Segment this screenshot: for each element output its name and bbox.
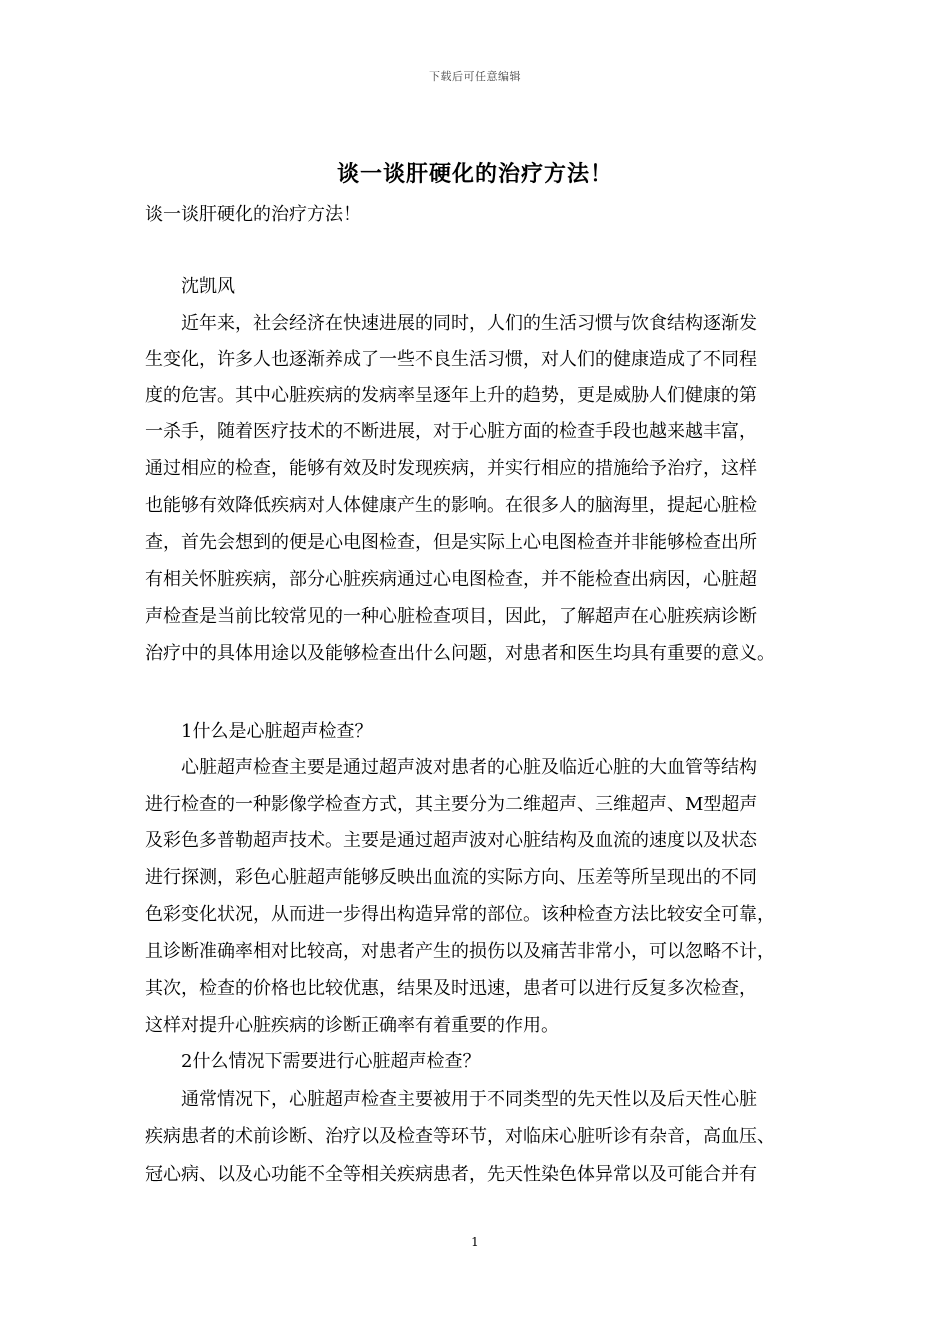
paragraph-line: 疾病患者的术前诊断、治疗以及检查等环节，对临床心脏听诊有杂音，高血压、 <box>145 1126 775 1147</box>
paragraph-line: 这样对提升心脏疾病的诊断正确率有着重要的作用。 <box>145 1015 559 1036</box>
page-number: 1 <box>471 1235 479 1249</box>
paragraph-line: 生变化，许多人也逐渐养成了一些不良生活习惯，对人们的健康造成了不同程 <box>145 349 757 370</box>
paragraph-line: 色彩变化状况，从而进一步得出构造异常的部位。该种检查方法比较安全可靠， <box>145 904 775 925</box>
paragraph-line: 及彩色多普勒超声技术。主要是通过超声波对心脏结构及血流的速度以及状态 <box>145 830 757 851</box>
paragraph-line: 进行探测，彩色心脏超声能够反映出血流的实际方向、压差等所呈现出的不同 <box>145 867 757 888</box>
paragraph-line: 度的危害。其中心脏疾病的发病率呈逐年上升的趋势，更是威胁人们健康的第 <box>145 385 757 406</box>
paragraph-line: 通过相应的检查，能够有效及时发现疾病，并实行相应的措施给予治疗，这样 <box>145 458 757 479</box>
paragraph-line: 心脏超声检查主要是通过超声波对患者的心脏及临近心脏的大血管等结构 <box>181 757 757 778</box>
paragraph-line: 且诊断准确率相对比较高，对患者产生的损伤以及痛苦非常小，可以忽略不计， <box>145 941 775 962</box>
paragraph-line: 声检查是当前比较常见的一种心脏检查项目，因此，了解超声在心脏疾病诊断 <box>145 606 757 627</box>
section-heading: 2什么情况下需要进行心脏超声检查？ <box>181 1051 481 1072</box>
section-heading: 1什么是心脏超声检查？ <box>181 721 373 742</box>
paragraph-line: 查，首先会想到的便是心电图检查，但是实际上心电图检查并非能够检查出所 <box>145 532 757 553</box>
subtitle: 谈一谈肝硬化的治疗方法！ <box>145 204 361 225</box>
paragraph-line: 其次，检查的价格也比较优惠，结果及时迅速，患者可以进行反复多次检查， <box>145 978 757 999</box>
paragraph-line: 近年来，社会经济在快速进展的同时，人们的生活习惯与饮食结构逐渐发 <box>181 313 757 334</box>
paragraph-line: 进行检查的一种影像学检查方式，其主要分为二维超声、三维超声、M型超声 <box>145 794 758 815</box>
paragraph-line: 一杀手，随着医疗技术的不断进展，对于心脏方面的检查手段也越来越丰富， <box>145 421 757 442</box>
paragraph-line: 治疗中的具体用途以及能够检查出什么问题，对患者和医生均具有重要的意义。 <box>145 643 775 664</box>
paragraph-line: 冠心病、以及心功能不全等相关疾病患者，先天性染色体异常以及可能合并有 <box>145 1164 757 1185</box>
paragraph-line: 有相关怀脏疾病，部分心脏疾病通过心电图检查，并不能检查出病因，心脏超 <box>145 569 757 590</box>
document-title: 谈一谈肝硬化的治疗方法！ <box>336 161 613 187</box>
paragraph-line: 通常情况下，心脏超声检查主要被用于不同类型的先天性以及后天性心脏 <box>181 1089 757 1110</box>
paragraph-line: 也能够有效降低疾病对人体健康产生的影响。在很多人的脑海里，提起心脏检 <box>145 495 757 516</box>
author: 沈凯风 <box>181 276 235 297</box>
header-note: 下载后可任意编辑 <box>429 70 521 83</box>
